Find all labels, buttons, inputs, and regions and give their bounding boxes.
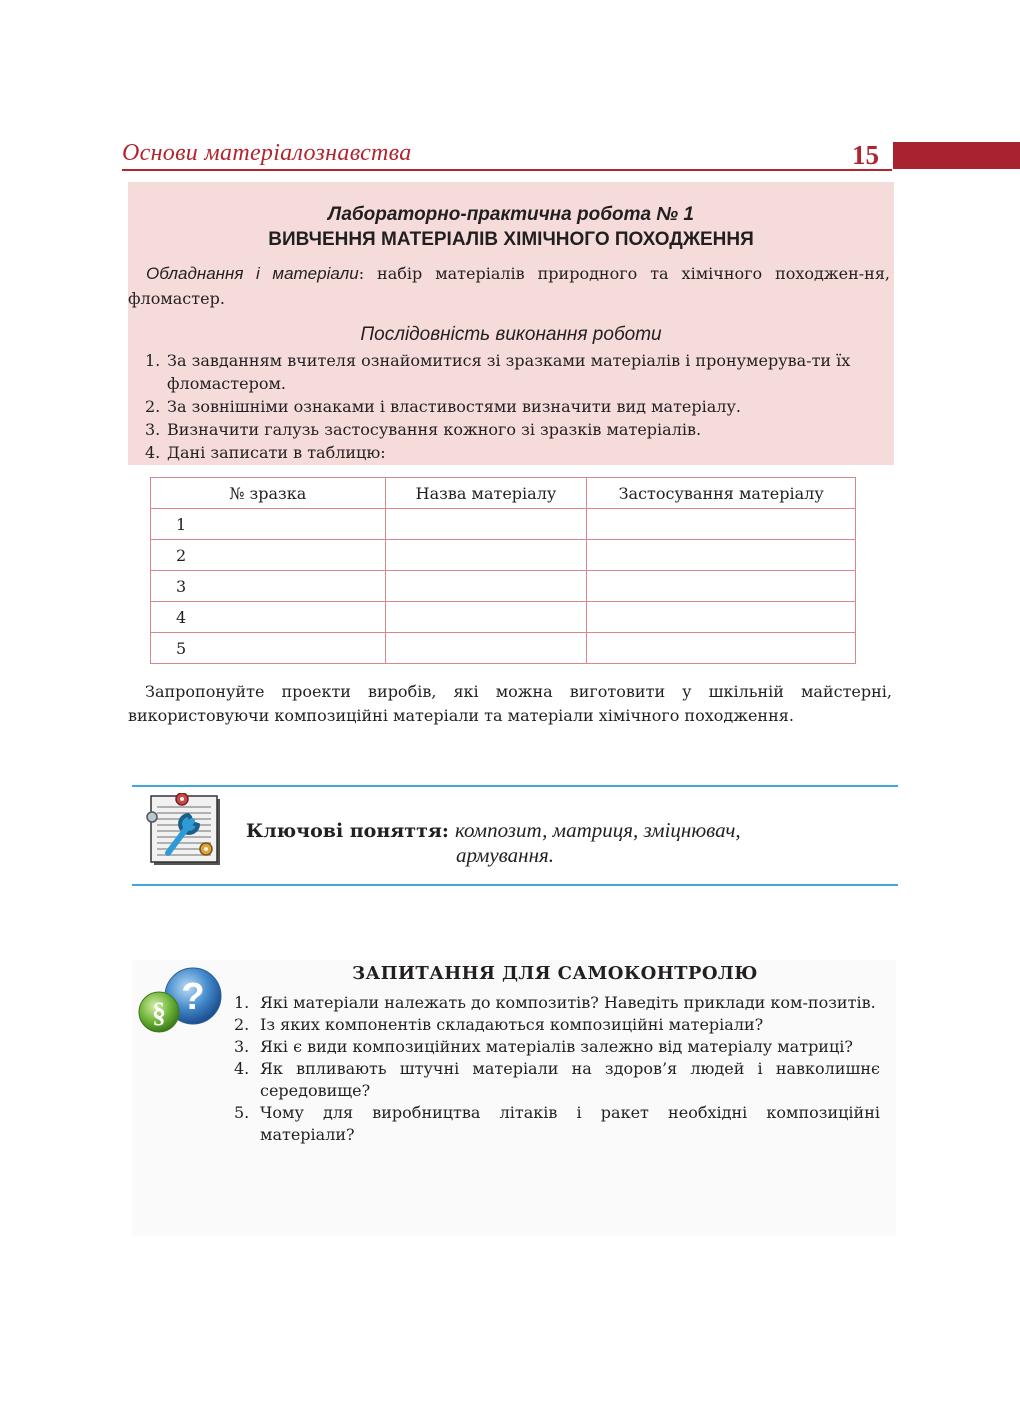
step-number: 4. — [145, 443, 161, 462]
table-row — [151, 571, 856, 602]
cell-sample-number: 3 — [151, 571, 386, 602]
step-number: 2. — [145, 397, 161, 416]
equipment-label: Обладнання і матеріали — [146, 264, 359, 283]
header-tab-decoration — [893, 142, 1020, 169]
step-number: 1. — [145, 351, 161, 370]
column-header-sample-number: № зразка — [151, 478, 386, 509]
cell-material-name — [385, 571, 587, 602]
question-item — [234, 1036, 880, 1058]
cell-material-use — [587, 540, 856, 571]
step-item — [145, 395, 893, 418]
step-item — [145, 441, 893, 464]
questions-list — [234, 992, 880, 1146]
question-text: Як впливають штучні матеріали на здоров’я людей і навколишнє середовище? — [260, 1059, 880, 1100]
lab-title: Лабораторно-практична робота № 1 — [328, 204, 694, 225]
lab-subtitle: ВИВЧЕННЯ МАТЕРІАЛІВ ХІМІЧНОГО ПОХОДЖЕННЯ — [268, 229, 754, 250]
cell-material-name — [385, 633, 587, 664]
cell-material-name — [385, 602, 587, 633]
table-header-row — [151, 478, 856, 509]
question-item — [234, 1014, 880, 1036]
step-text: Визначити галузь застосування кожного зі зразків матеріалів. — [167, 420, 702, 439]
question-number: 5. — [234, 1103, 250, 1122]
key-concepts-terms-continued: армування. — [456, 843, 554, 867]
question-item — [234, 992, 880, 1014]
section-title: Основи матеріалознавства — [122, 140, 412, 166]
question-number: 3. — [234, 1037, 250, 1056]
cell-sample-number: 2 — [151, 540, 386, 571]
step-text: За зовнішніми ознаками і властивостями визначити вид матеріалу. — [167, 397, 741, 416]
table-row — [151, 602, 856, 633]
cell-material-use — [587, 571, 856, 602]
sequence-title: Послідовність виконання роботи — [360, 324, 662, 345]
table-row — [151, 633, 856, 664]
cell-material-name — [385, 540, 587, 571]
question-text: Із яких компонентів складаються композиційні матеріали? — [260, 1015, 764, 1034]
key-concepts-top-rule — [132, 785, 898, 787]
equipment-paragraph — [128, 261, 890, 311]
question-number: 1. — [234, 993, 250, 1012]
step-text: Дані записати в таблицю: — [167, 443, 386, 462]
key-concepts-label: Ключові поняття: — [246, 820, 449, 842]
question-section-icon — [137, 966, 227, 1038]
lab-work-panel — [128, 182, 894, 465]
question-text: Які є види композиційних матеріалів залежно від матеріалу матриці? — [260, 1037, 853, 1056]
question-number: 4. — [234, 1059, 250, 1078]
table-row — [151, 540, 856, 571]
header-rule — [122, 169, 892, 171]
cell-material-use — [587, 602, 856, 633]
cell-material-use — [587, 633, 856, 664]
cell-sample-number: 4 — [151, 602, 386, 633]
key-concepts-text — [246, 818, 886, 867]
table-row — [151, 509, 856, 540]
svg-text:?: ? — [181, 976, 205, 1018]
cell-sample-number: 5 — [151, 633, 386, 664]
samples-table — [150, 477, 856, 664]
step-item — [145, 418, 893, 441]
question-item — [234, 1102, 880, 1146]
step-text: За завданням вчителя ознайомитися зі зразками матеріалів і пронумерува-ти їх фломастером. — [167, 351, 851, 393]
question-number: 2. — [234, 1015, 250, 1034]
steps-list — [145, 349, 893, 464]
questions-title: ЗАПИТАННЯ ДЛЯ САМОКОНТРОЛЮ — [352, 963, 758, 984]
page-number: 15 — [852, 140, 879, 170]
cell-material-use — [587, 509, 856, 540]
step-item — [145, 349, 893, 395]
column-header-material-name: Назва матеріалу — [385, 478, 587, 509]
question-item — [234, 1058, 880, 1102]
step-number: 3. — [145, 420, 161, 439]
question-text: Чому для виробництва літаків і ракет необхідні композиційні матеріали? — [260, 1103, 880, 1144]
question-text: Які матеріали належать до композитів? Наведіть приклади ком-позитів. — [260, 993, 876, 1012]
cell-material-name — [385, 509, 587, 540]
equipment-text: : набір матеріалів природного та хімічного походжен-ня, фломастер. — [128, 264, 891, 308]
column-header-material-use: Застосування матеріалу — [587, 478, 856, 509]
svg-text:§: § — [152, 998, 166, 1029]
key-concepts-bottom-rule — [132, 884, 898, 886]
wrench-document-icon — [144, 793, 226, 869]
proposal-paragraph: Запропонуйте проекти виробів, які можна виготовити у шкільній майстерні, використовуючи композиційні матеріали та матеріали хімічного походження. — [128, 682, 892, 725]
cell-sample-number: 1 — [151, 509, 386, 540]
key-concepts-terms: композит, матриця, зміцнювач, — [454, 818, 741, 842]
